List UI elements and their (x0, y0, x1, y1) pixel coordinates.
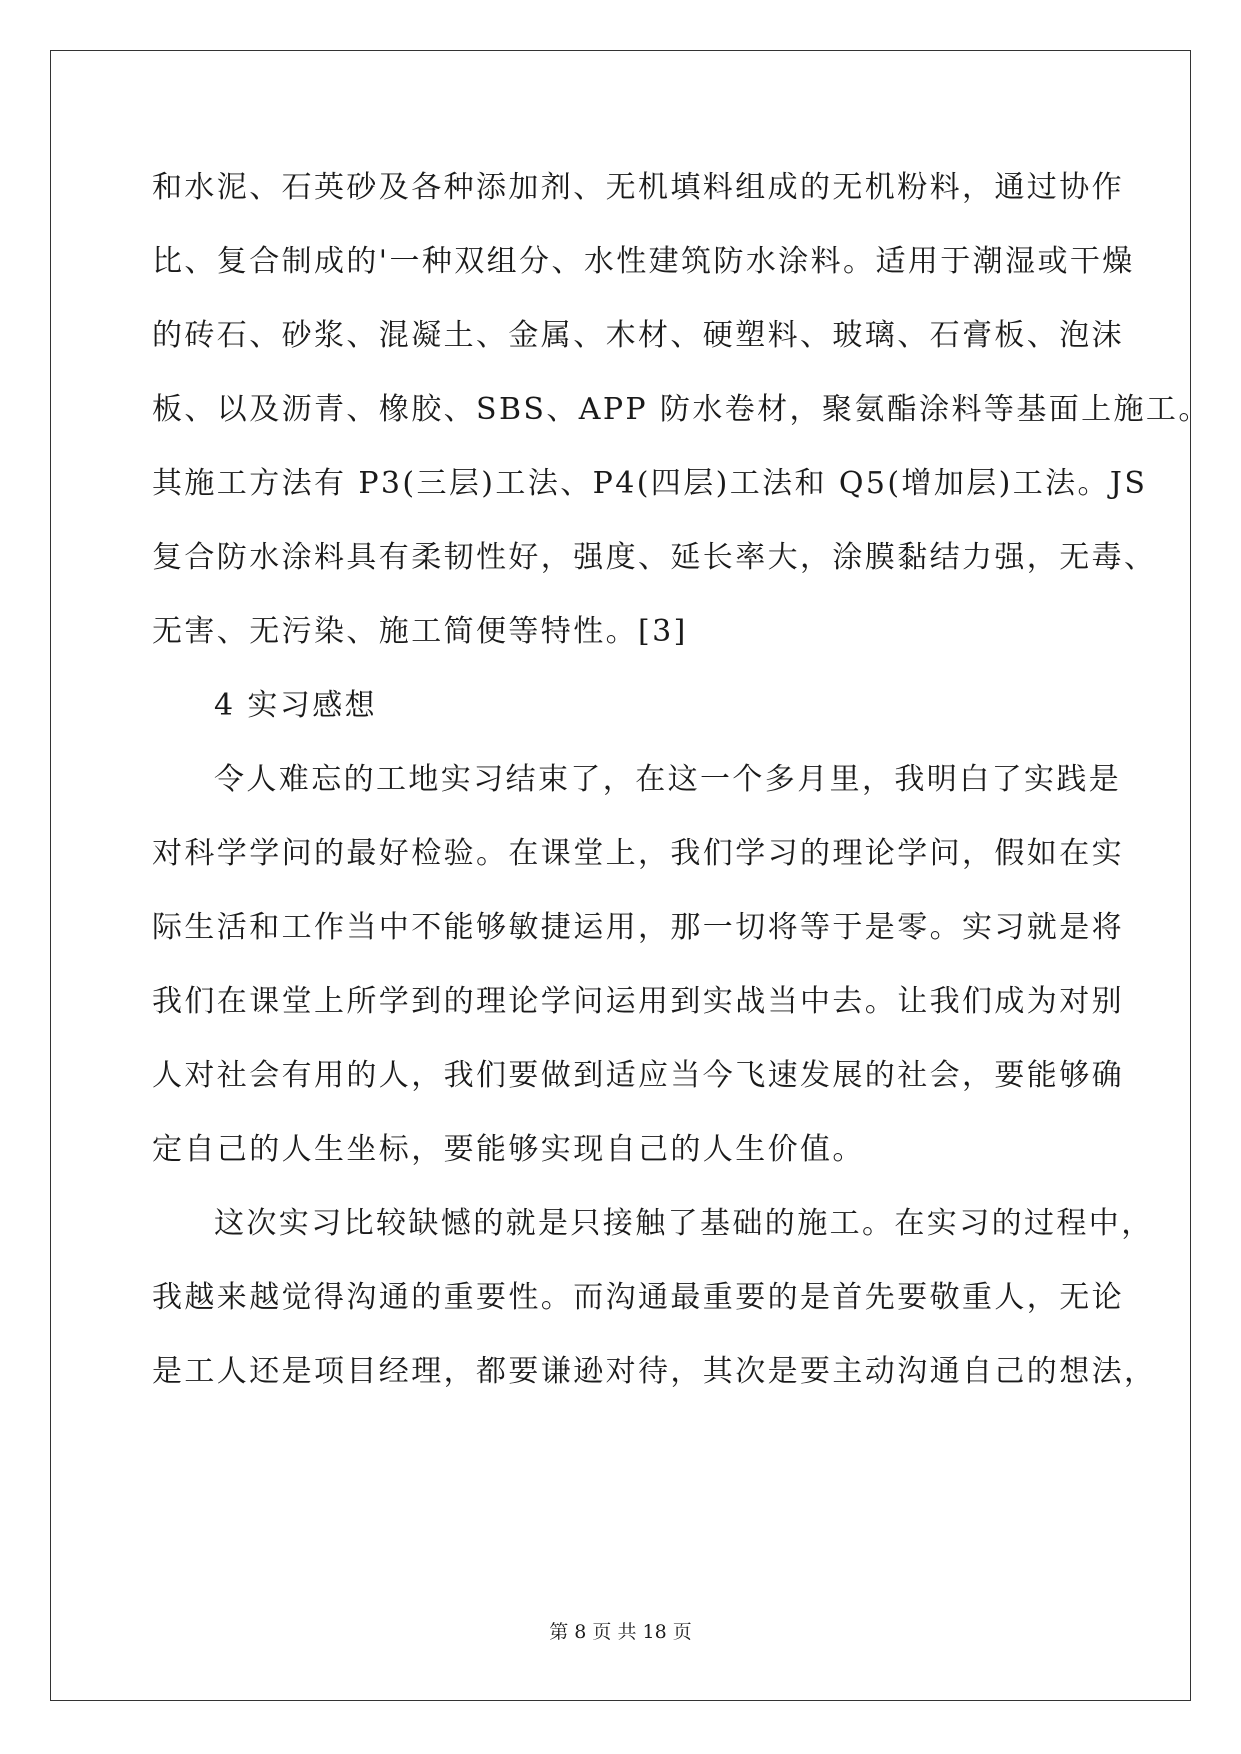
page-number-footer: 第 8 页 共 18 页 (549, 1621, 692, 1643)
body-text-line: 无害、无污染、施工简便等特性。[3] (152, 614, 688, 649)
body-text-line: 人对社会有用的人，我们要做到适应当今飞速发展的社会，要能够确 (152, 1058, 1124, 1093)
body-text-line: 对科学学问的最好检验。在课堂上，我们学习的理论学问，假如在实 (152, 836, 1124, 871)
body-text-line: 的砖石、砂浆、混凝土、金属、木材、硬塑料、玻璃、石膏板、泡沫 (152, 318, 1124, 353)
body-text-line: 其施工方法有 P3(三层)工法、P4(四层)工法和 Q5(增加层)工法。JS (152, 466, 1148, 501)
body-text-line: 令人难忘的工地实习结束了，在这一个多月里，我明白了实践是 (214, 762, 1122, 797)
body-text-line: 这次实习比较缺憾的就是只接触了基础的施工。在实习的过程中， (214, 1206, 1154, 1241)
body-text-line: 板、以及沥青、橡胶、SBS、APP 防水卷材，聚氨酯涂料等基面上施工。 (152, 392, 1211, 427)
body-text-line: 我越来越觉得沟通的重要性。而沟通最重要的是首先要敬重人，无论 (152, 1280, 1124, 1315)
section-heading: 4 实习感想 (214, 688, 378, 723)
page-border (50, 50, 1211, 1701)
body-text-line: 际生活和工作当中不能够敏捷运用，那一切将等于是零。实习就是将 (152, 910, 1124, 945)
body-text-line: 和水泥、石英砂及各种添加剂、无机填料组成的无机粉料，通过协作 (152, 170, 1124, 205)
body-text-line: 复合防水涂料具有柔韧性好，强度、延长率大，涂膜黏结力强，无毒、 (152, 540, 1157, 575)
body-text-line: 比、复合制成的'一种双组分、水性建筑防水涂料。适用于潮湿或干燥 (152, 244, 1135, 279)
body-text-line: 我们在课堂上所学到的理论学问运用到实战当中去。让我们成为对别 (152, 984, 1124, 1019)
body-text-line: 定自己的人生坐标，要能够实现自己的人生价值。 (152, 1132, 865, 1167)
body-text-line: 是工人还是项目经理，都要谦逊对待，其次是要主动沟通自己的想法， (152, 1354, 1157, 1389)
